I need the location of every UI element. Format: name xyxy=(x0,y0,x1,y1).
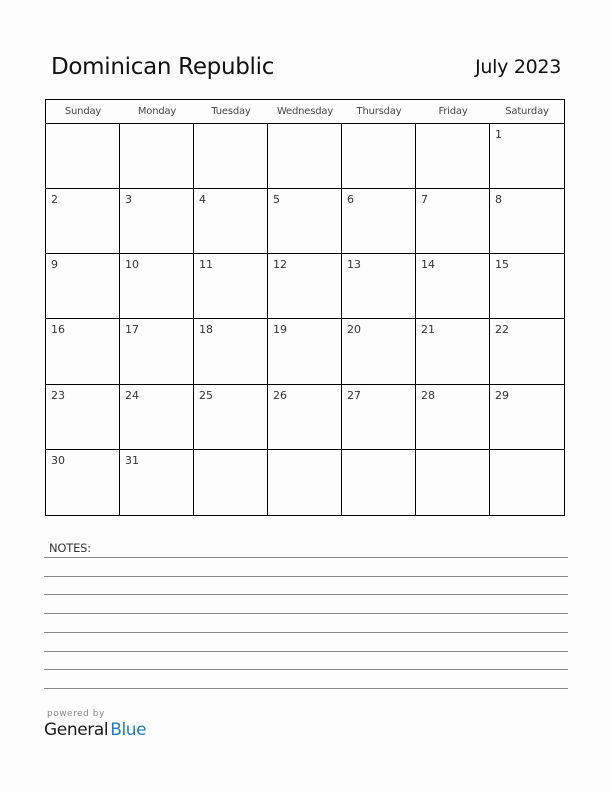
day-cell xyxy=(268,450,342,515)
day-cell xyxy=(416,319,490,384)
day-number: 24 xyxy=(125,388,139,402)
day-cell xyxy=(194,385,268,450)
notes-line xyxy=(44,669,568,670)
day-number: 29 xyxy=(495,388,509,402)
day-cell xyxy=(342,189,416,254)
day-cell xyxy=(490,189,564,254)
day-cell xyxy=(416,385,490,450)
day-cell xyxy=(194,450,268,515)
day-cell xyxy=(416,124,490,189)
notes-line xyxy=(44,594,568,595)
day-cell xyxy=(120,319,194,384)
day-number: 7 xyxy=(421,193,428,207)
day-number: 6 xyxy=(347,193,354,207)
day-cell xyxy=(46,254,120,319)
day-cell xyxy=(194,124,268,189)
day-number: 22 xyxy=(495,323,509,337)
day-cell xyxy=(120,124,194,189)
notes-line xyxy=(44,613,568,614)
calendar-grid xyxy=(45,99,565,516)
day-cell xyxy=(490,319,564,384)
weekday-wednesday: Wednesday xyxy=(276,106,334,117)
day-number: 17 xyxy=(125,323,139,337)
day-cell xyxy=(342,124,416,189)
day-cell xyxy=(194,189,268,254)
notes-line xyxy=(44,557,568,558)
brand-blue: Blue xyxy=(110,720,147,740)
notes-line xyxy=(44,632,568,633)
weekday-tuesday: Tuesday xyxy=(211,106,251,117)
day-cell xyxy=(416,254,490,319)
day-cell xyxy=(416,450,490,515)
day-cell xyxy=(268,254,342,319)
day-cell xyxy=(490,254,564,319)
day-number: 11 xyxy=(199,258,213,272)
powered-by-text: powered by xyxy=(47,709,105,719)
weekday-friday: Friday xyxy=(438,106,468,117)
day-cell xyxy=(342,385,416,450)
day-cell xyxy=(342,319,416,384)
notes-line xyxy=(44,576,568,577)
day-cell xyxy=(490,385,564,450)
day-number: 14 xyxy=(421,258,435,272)
weekday-thursday: Thursday xyxy=(356,106,402,117)
day-number: 8 xyxy=(495,193,502,207)
day-number: 20 xyxy=(347,323,361,337)
day-number: 23 xyxy=(51,388,65,402)
day-number: 30 xyxy=(51,453,65,467)
notes-line xyxy=(44,651,568,652)
day-cell xyxy=(268,189,342,254)
weekday-sunday: Sunday xyxy=(64,106,102,117)
page-title: Dominican Republic xyxy=(51,54,275,80)
day-cell xyxy=(46,319,120,384)
day-cell xyxy=(416,189,490,254)
day-cell xyxy=(46,189,120,254)
day-cell xyxy=(120,385,194,450)
brand-logo xyxy=(44,720,146,740)
day-cell xyxy=(268,385,342,450)
day-cell xyxy=(490,124,564,189)
day-cell xyxy=(268,124,342,189)
day-cell xyxy=(46,385,120,450)
day-number: 5 xyxy=(273,193,280,207)
weekday-header-row xyxy=(46,100,564,124)
day-number: 4 xyxy=(199,193,206,207)
day-cell xyxy=(268,319,342,384)
day-cell xyxy=(194,319,268,384)
day-cell xyxy=(120,450,194,515)
day-number: 1 xyxy=(495,128,502,141)
day-cell xyxy=(194,254,268,319)
brand-general: General xyxy=(44,720,109,740)
weekday-monday: Monday xyxy=(137,106,177,117)
day-number: 26 xyxy=(273,388,287,402)
day-cell xyxy=(342,254,416,319)
day-cell xyxy=(120,254,194,319)
day-cell xyxy=(342,450,416,515)
day-number: 21 xyxy=(421,323,435,337)
notes-line xyxy=(44,688,568,689)
notes-label: NOTES: xyxy=(49,541,91,555)
day-cell xyxy=(46,450,120,515)
day-number: 25 xyxy=(199,388,213,402)
day-number: 3 xyxy=(125,193,132,207)
day-cell xyxy=(490,450,564,515)
day-number: 31 xyxy=(125,453,139,467)
day-number: 27 xyxy=(347,388,361,402)
day-number: 12 xyxy=(273,258,287,272)
day-number: 10 xyxy=(125,258,139,272)
day-cell xyxy=(120,189,194,254)
month-year-label: July 2023 xyxy=(475,56,561,78)
day-number: 2 xyxy=(51,193,58,207)
calendar-days xyxy=(46,124,564,515)
day-number: 18 xyxy=(199,323,213,337)
day-number: 13 xyxy=(347,258,361,272)
day-cell xyxy=(46,124,120,189)
day-number: 19 xyxy=(273,323,287,337)
day-number: 28 xyxy=(421,388,435,402)
weekday-saturday: Saturday xyxy=(505,106,549,117)
day-number: 9 xyxy=(51,258,58,272)
day-number: 15 xyxy=(495,258,509,272)
day-number: 16 xyxy=(51,323,65,337)
